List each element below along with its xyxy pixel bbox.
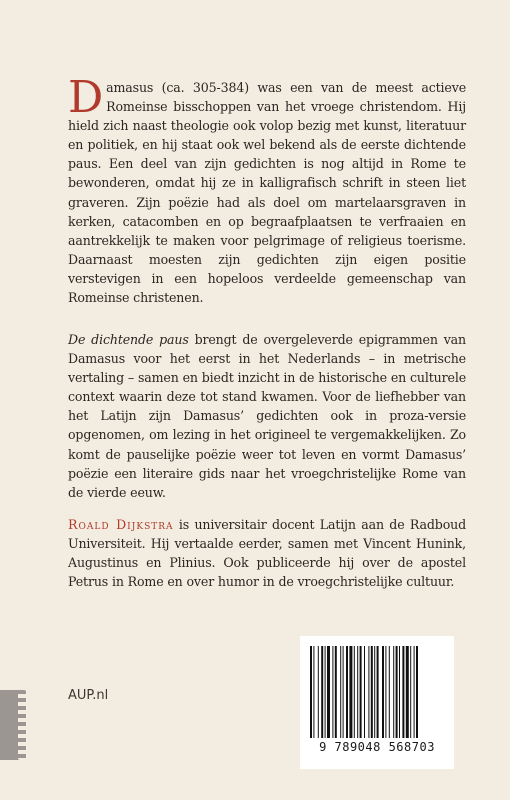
author-bio-paragraph [68,515,466,591]
drop-cap: D [68,72,104,123]
book-title: De dichtende paus [68,332,189,347]
barcode-bars-icon [308,646,446,738]
publisher-website: AUP.nl [68,688,109,703]
isbn-barcode [300,636,454,769]
book-description-text: brengt de overgeleverde epigrammen van Damasus voor het eerst in het Nederlands – in metrische vertaling – samen en biedt inzicht in de historische en culturele context waarin deze tot stand kwamen. Voor de liefhebber van het Latijn zijn Damasus’ gedichten ook in proza-versie opgenomen, om lezing in het origineel te vergemakkelijken. Zo komt de pauselijke poëzie weer tot leven en vormt Damasus’ poëzie een literaire gids naar het vroegchristelijke Rome van de vierde eeuw. [68,332,467,500]
isbn-number: 9 789048 568703 [319,740,435,754]
spine-tab-decoration [0,690,22,760]
intro-text: amasus (ca. 305-384) was een van de meest actieve Romeinse bisschoppen van het vroege christendom. Hij hield zich naast theologie ook volop bezig met kunst, literatuur en politiek, en hij staat ook wel bekend als de eerste dichtende paus. Een deel van zijn gedichten is nog altijd in Rome te bewonderen, omdat hij ze in kalligrafisch schrift in steen liet graveren. Zijn poëzie had als doel om martelaarsgraven in kerken, catacomben en op begraafplaatsen te verfraaien en aantrekkelijk te maken voor pelgrimage of religieus toerisme. Daarnaast moesten zijn gedichten zijn eigen positie verstevigen in een hopeloos verdeelde gemeenschap van Romeinse christenen. [68,80,466,306]
intro-paragraph [68,72,466,307]
author-bio-text: is universitair docent Latijn aan de Radboud Universiteit. Hij vertaalde eerder, samen met Vincent Hunink, Augustinus en Plinius. Ook publiceerde hij over de apostel Petrus in Rome en over humor in de vroegchristelijke cultuur. [68,517,466,590]
book-description-paragraph [68,330,466,502]
author-name: Roald Dijkstra [68,517,174,532]
